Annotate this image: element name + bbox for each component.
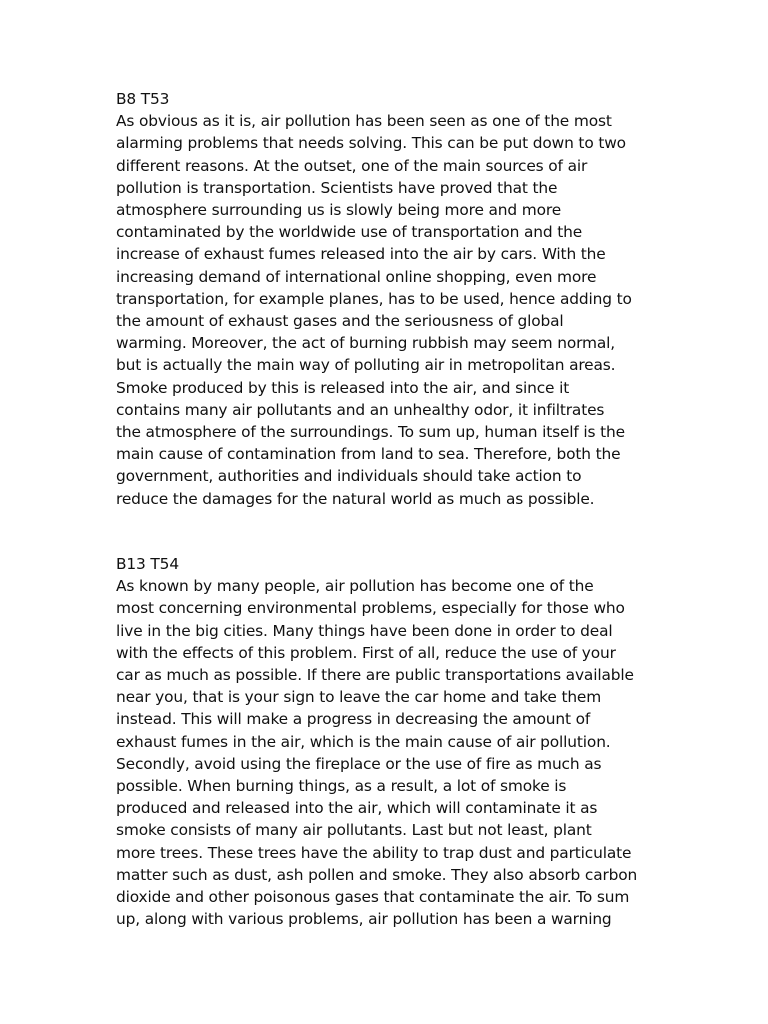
essay-heading: B13 T54 — [116, 555, 179, 573]
essay-line: Smoke produced by this is released into the air, and since it — [116, 378, 570, 397]
essay-line: pollution is transportation. Scientists have proved that the — [116, 178, 558, 197]
essay-line: As known by many people, air pollution has become one of the — [116, 577, 594, 596]
essay-line: Secondly, avoid using the fireplace or the use of fire as much as — [116, 754, 602, 773]
essay-line: car as much as possible. If there are public transportations available — [116, 666, 634, 685]
essay-line: warming. Moreover, the act of burning rubbish may seem normal, — [116, 334, 615, 353]
essay-line: instead. This will make a progress in decreasing the amount of — [116, 710, 591, 729]
essay-line: atmosphere surrounding us is slowly being more and more — [116, 201, 562, 220]
essay-line: reduce the damages for the natural world as much as possible. — [116, 489, 595, 508]
essay-line: increasing demand of international online shopping, even more — [116, 267, 597, 286]
essay-line: with the effects of this problem. First of all, reduce the use of your — [116, 643, 616, 662]
essay-line: produced and released into the air, which will contaminate it as — [116, 799, 598, 818]
essay-line: most concerning environmental problems, especially for those who — [116, 599, 625, 618]
essay-line: contains many air pollutants and an unhealthy odor, it infiltrates — [116, 400, 605, 419]
essay-line: contaminated by the worldwide use of transportation and the — [116, 223, 583, 242]
essay-line: near you, that is your sign to leave the car home and take them — [116, 688, 602, 707]
essay-b8-t53 — [116, 88, 676, 510]
essay-line: but is actually the main way of polluting air in metropolitan areas. — [116, 356, 616, 375]
essay-line: possible. When burning things, as a result, a lot of smoke is — [116, 777, 567, 796]
essay-line: more trees. These trees have the ability to trap dust and particulate — [116, 843, 632, 862]
essay-line: live in the big cities. Many things have been done in order to deal — [116, 621, 613, 640]
essay-line: transportation, for example planes, has to be used, hence adding to — [116, 289, 632, 308]
essay-b13-t54 — [116, 553, 676, 930]
essay-heading: B8 T53 — [116, 90, 170, 108]
essay-line: different reasons. At the outset, one of the main sources of air — [116, 156, 588, 175]
essay-line: As obvious as it is, air pollution has been seen as one of the most — [116, 112, 612, 131]
essay-line: increase of exhaust fumes released into the air by cars. With the — [116, 245, 606, 264]
essay-line: government, authorities and individuals should take action to — [116, 467, 582, 486]
essay-line: smoke consists of many air pollutants. Last but not least, plant — [116, 821, 592, 840]
essay-line: the amount of exhaust gases and the seriousness of global — [116, 312, 564, 331]
essay-line: alarming problems that needs solving. This can be put down to two — [116, 134, 626, 153]
essay-line: dioxide and other poisonous gases that contaminate the air. To sum — [116, 888, 630, 907]
essay-line: main cause of contamination from land to sea. Therefore, both the — [116, 445, 621, 464]
essay-line: up, along with various problems, air pollution has been a warning — [116, 910, 612, 929]
essay-line: matter such as dust, ash pollen and smoke. They also absorb carbon — [116, 865, 638, 884]
essay-line: exhaust fumes in the air, which is the main cause of air pollution. — [116, 732, 611, 751]
essay-line: the atmosphere of the surroundings. To sum up, human itself is the — [116, 423, 625, 442]
